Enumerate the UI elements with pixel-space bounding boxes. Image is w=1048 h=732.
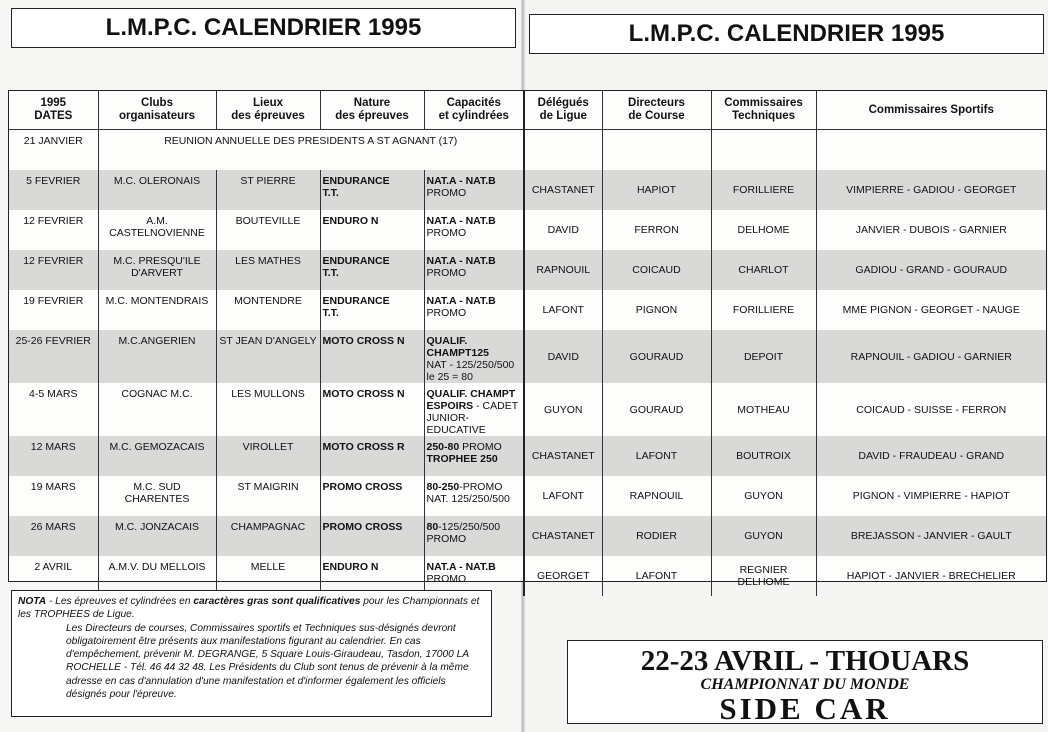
row-nature: ENDURANCE T.T.	[320, 290, 424, 330]
empty-cell	[602, 130, 711, 171]
row-delegue: DAVID	[524, 210, 602, 250]
row-nature: ENDURANCE T.T.	[320, 170, 424, 210]
row-capacites: NAT.A - NAT.B PROMO	[424, 170, 524, 210]
row-date: 12 MARS	[9, 436, 98, 476]
row-sportifs: BREJASSON - JANVIER - GAULT	[816, 516, 1046, 556]
row-nature: MOTO CROSS R	[320, 436, 424, 476]
header-lieux: Lieux des épreuves	[216, 91, 320, 130]
row-nature: PROMO CROSS	[320, 516, 424, 556]
row-nature: ENDURO N	[320, 210, 424, 250]
left-title: L.M.P.C. CALENDRIER 1995	[11, 8, 516, 48]
row-directeur: LAFONT	[602, 436, 711, 476]
row-sportifs: VIMPIERRE - GADIOU - GEORGET	[816, 170, 1046, 210]
row-lieu: LES MULLONS	[216, 383, 320, 436]
row-lieu: VIROLLET	[216, 436, 320, 476]
row-date: 2 AVRIL	[9, 556, 98, 596]
row-sportifs: RAPNOUIL - GADIOU - GARNIER	[816, 330, 1046, 383]
header-delegues: Délégués de Ligue	[524, 91, 602, 130]
header-techniques: Commissaires Techniques	[711, 91, 816, 130]
empty-cell	[816, 130, 1046, 171]
row-directeur: RODIER	[602, 516, 711, 556]
row-club: A.M. CASTELNOVIENNE	[98, 210, 216, 250]
row-lieu: MONTENDRE	[216, 290, 320, 330]
row-techniques: FORILLIERE	[711, 290, 816, 330]
table-row	[9, 170, 1046, 210]
row-techniques: DELHOME	[711, 210, 816, 250]
row-techniques: BOUTROIX	[711, 436, 816, 476]
header-dates: 1995 DATES	[9, 91, 98, 130]
row-club: COGNAC M.C.	[98, 383, 216, 436]
row-techniques: GUYON	[711, 516, 816, 556]
event-box	[567, 640, 1043, 724]
row-capacites: 80-125/250/500 PROMO	[424, 516, 524, 556]
row-club: M.C. OLERONAIS	[98, 170, 216, 210]
row-nature: PROMO CROSS	[320, 476, 424, 516]
reunion-row	[9, 130, 1046, 171]
row-delegue: DAVID	[524, 330, 602, 383]
row-lieu: BOUTEVILLE	[216, 210, 320, 250]
row-directeur: RAPNOUIL	[602, 476, 711, 516]
table-row	[9, 383, 1046, 436]
table-row	[9, 250, 1046, 290]
row-techniques: GUYON	[711, 476, 816, 516]
row-club: M.C. SUD CHARENTES	[98, 476, 216, 516]
row-delegue: LAFONT	[524, 290, 602, 330]
row-capacites: 250-80 PROMO TROPHEE 250	[424, 436, 524, 476]
table-row	[9, 436, 1046, 476]
row-lieu: ST PIERRE	[216, 170, 320, 210]
table-row	[9, 210, 1046, 250]
header-capacites: Capacités et cylindrées	[424, 91, 524, 130]
right-title: L.M.P.C. CALENDRIER 1995	[529, 14, 1044, 54]
row-capacites: NAT.A - NAT.B PROMO	[424, 210, 524, 250]
header-directeurs: Directeurs de Course	[602, 91, 711, 130]
row-directeur: FERRON	[602, 210, 711, 250]
row-directeur: LAFONT	[602, 556, 711, 596]
empty-cell	[524, 130, 602, 171]
row-delegue: CHASTANET	[524, 436, 602, 476]
row-techniques: FORILLIERE	[711, 170, 816, 210]
event-line-1: 22-23 AVRIL - THOUARS	[640, 645, 970, 677]
row-club: M.C. JONZACAIS	[98, 516, 216, 556]
nota-paragraph-1: NOTA - Les épreuves et cylindrées en caractères gras sont qualificatives pour les Championnats et les TROPHEES de Ligue.	[18, 596, 480, 621]
row-lieu: CHAMPAGNAC	[216, 516, 320, 556]
row-sportifs: MME PIGNON - GEORGET - NAUGE	[842, 304, 1020, 316]
row-club: M.C. GEMOZACAIS	[98, 436, 216, 476]
row-lieu: ST MAIGRIN	[216, 476, 320, 516]
table-row	[9, 476, 1046, 516]
row-directeur: GOURAUD	[602, 383, 711, 436]
row-lieu: LES MATHES	[216, 250, 320, 290]
row-club: M.C.ANGERIEN	[98, 330, 216, 383]
row-sportifs: COICAUD - SUISSE - FERRON	[856, 403, 1007, 416]
row-club: A.M.V. DU MELLOIS	[98, 556, 216, 596]
row-directeur: PIGNON	[602, 290, 711, 330]
row-capacites: 80-250-PROMO NAT. 125/250/500	[424, 476, 524, 516]
row-club: M.C. PRESQU'ILE D'ARVERT	[98, 250, 216, 290]
row-capacites: NAT.A - NAT.B PROMO	[424, 556, 524, 596]
row-capacites: QUALIF. CHAMPT125 NAT - 125/250/500 le 25 = 80	[424, 330, 524, 383]
row-techniques: REGNIER DELHOME	[711, 556, 816, 596]
row-date: 25-26 FEVRIER	[9, 330, 98, 383]
row-lieu: MELLE	[216, 556, 320, 596]
row-techniques: DEPOIT	[711, 330, 816, 383]
row-sportifs: GADIOU - GRAND - GOURAUD	[816, 250, 1046, 290]
header-sportifs: Commissaires Sportifs	[816, 91, 1046, 130]
nota-paragraph-2: Les Directeurs de courses, Commissaires sportifs et Techniques sus-désignés devront obligatoirement être présents aux manifestations figurant au calendrier. En cas d'empêchement, prévenir M. DEGRANGE, 5 Square Louis-Giraudeau, Tasdon, 17000 LA ROCHELLE - Tél. 46 44 32 48. Les Présidents du Club sont tenus de prévenir à la même adresse en cas d'annulation d'une manifestation et d'informer également les officiels désignés pour l'épreuve.	[66, 622, 469, 701]
row-nature: MOTO CROSS N	[320, 330, 424, 383]
row-capacites: NAT.A - NAT.B PROMO	[424, 290, 524, 330]
table-row	[9, 290, 1046, 330]
nota-box	[11, 590, 492, 717]
row-sportifs: HAPIOT - JANVIER - BRECHELIER	[846, 570, 1016, 582]
row-date: 12 FEVRIER	[9, 210, 98, 250]
row-directeur: GOURAUD	[602, 330, 711, 383]
reunion-date: 21 JANVIER	[9, 130, 98, 171]
table-row	[9, 516, 1046, 556]
row-club: M.C. MONTENDRAIS	[98, 290, 216, 330]
row-date: 26 MARS	[9, 516, 98, 556]
row-delegue: GUYON	[524, 383, 602, 436]
row-date: 19 MARS	[9, 476, 98, 516]
calendar-table	[8, 90, 1047, 588]
row-delegue: CHASTANET	[524, 170, 602, 210]
table-header-row	[9, 91, 1046, 130]
row-techniques: CHARLOT	[711, 250, 816, 290]
table-row	[9, 330, 1046, 383]
row-capacites: NAT.A - NAT.B PROMO	[424, 250, 524, 290]
row-nature: ENDURANCE T.T.	[320, 250, 424, 290]
row-nature: ENDURO N	[320, 556, 424, 596]
row-directeur: COICAUD	[602, 250, 711, 290]
reunion-text: REUNION ANNUELLE DES PRESIDENTS A ST AGNANT (17)	[98, 130, 524, 171]
row-delegue: CHASTANET	[524, 516, 602, 556]
event-line-2: CHAMPIONNAT DU MONDE	[700, 676, 910, 693]
row-sportifs: JANVIER - DUBOIS - GARNIER	[855, 224, 1007, 236]
row-date: 5 FEVRIER	[9, 170, 98, 210]
row-sportifs: PIGNON - VIMPIERRE - HAPIOT	[852, 490, 1010, 502]
row-lieu: ST JEAN D'ANGELY	[216, 330, 320, 383]
row-nature: MOTO CROSS N	[320, 383, 424, 436]
row-sportifs: DAVID - FRAUDEAU - GRAND	[816, 436, 1046, 476]
row-date: 4-5 MARS	[9, 383, 98, 436]
row-capacites: QUALIF. CHAMPT ESPOIRS - CADET JUNIOR-EDUCATIVE	[424, 383, 524, 436]
empty-cell	[711, 130, 816, 171]
row-delegue: LAFONT	[524, 476, 602, 516]
row-date: 12 FEVRIER	[9, 250, 98, 290]
row-directeur: HAPIOT	[602, 170, 711, 210]
row-techniques: MOTHEAU	[711, 383, 816, 436]
row-date: 19 FEVRIER	[9, 290, 98, 330]
row-delegue: RAPNOUIL	[524, 250, 602, 290]
row-delegue: GEORGET	[524, 556, 602, 596]
header-clubs: Clubs organisateurs	[98, 91, 216, 130]
event-line-3: SIDE CAR	[719, 691, 891, 726]
header-nature: Nature des épreuves	[320, 91, 424, 130]
